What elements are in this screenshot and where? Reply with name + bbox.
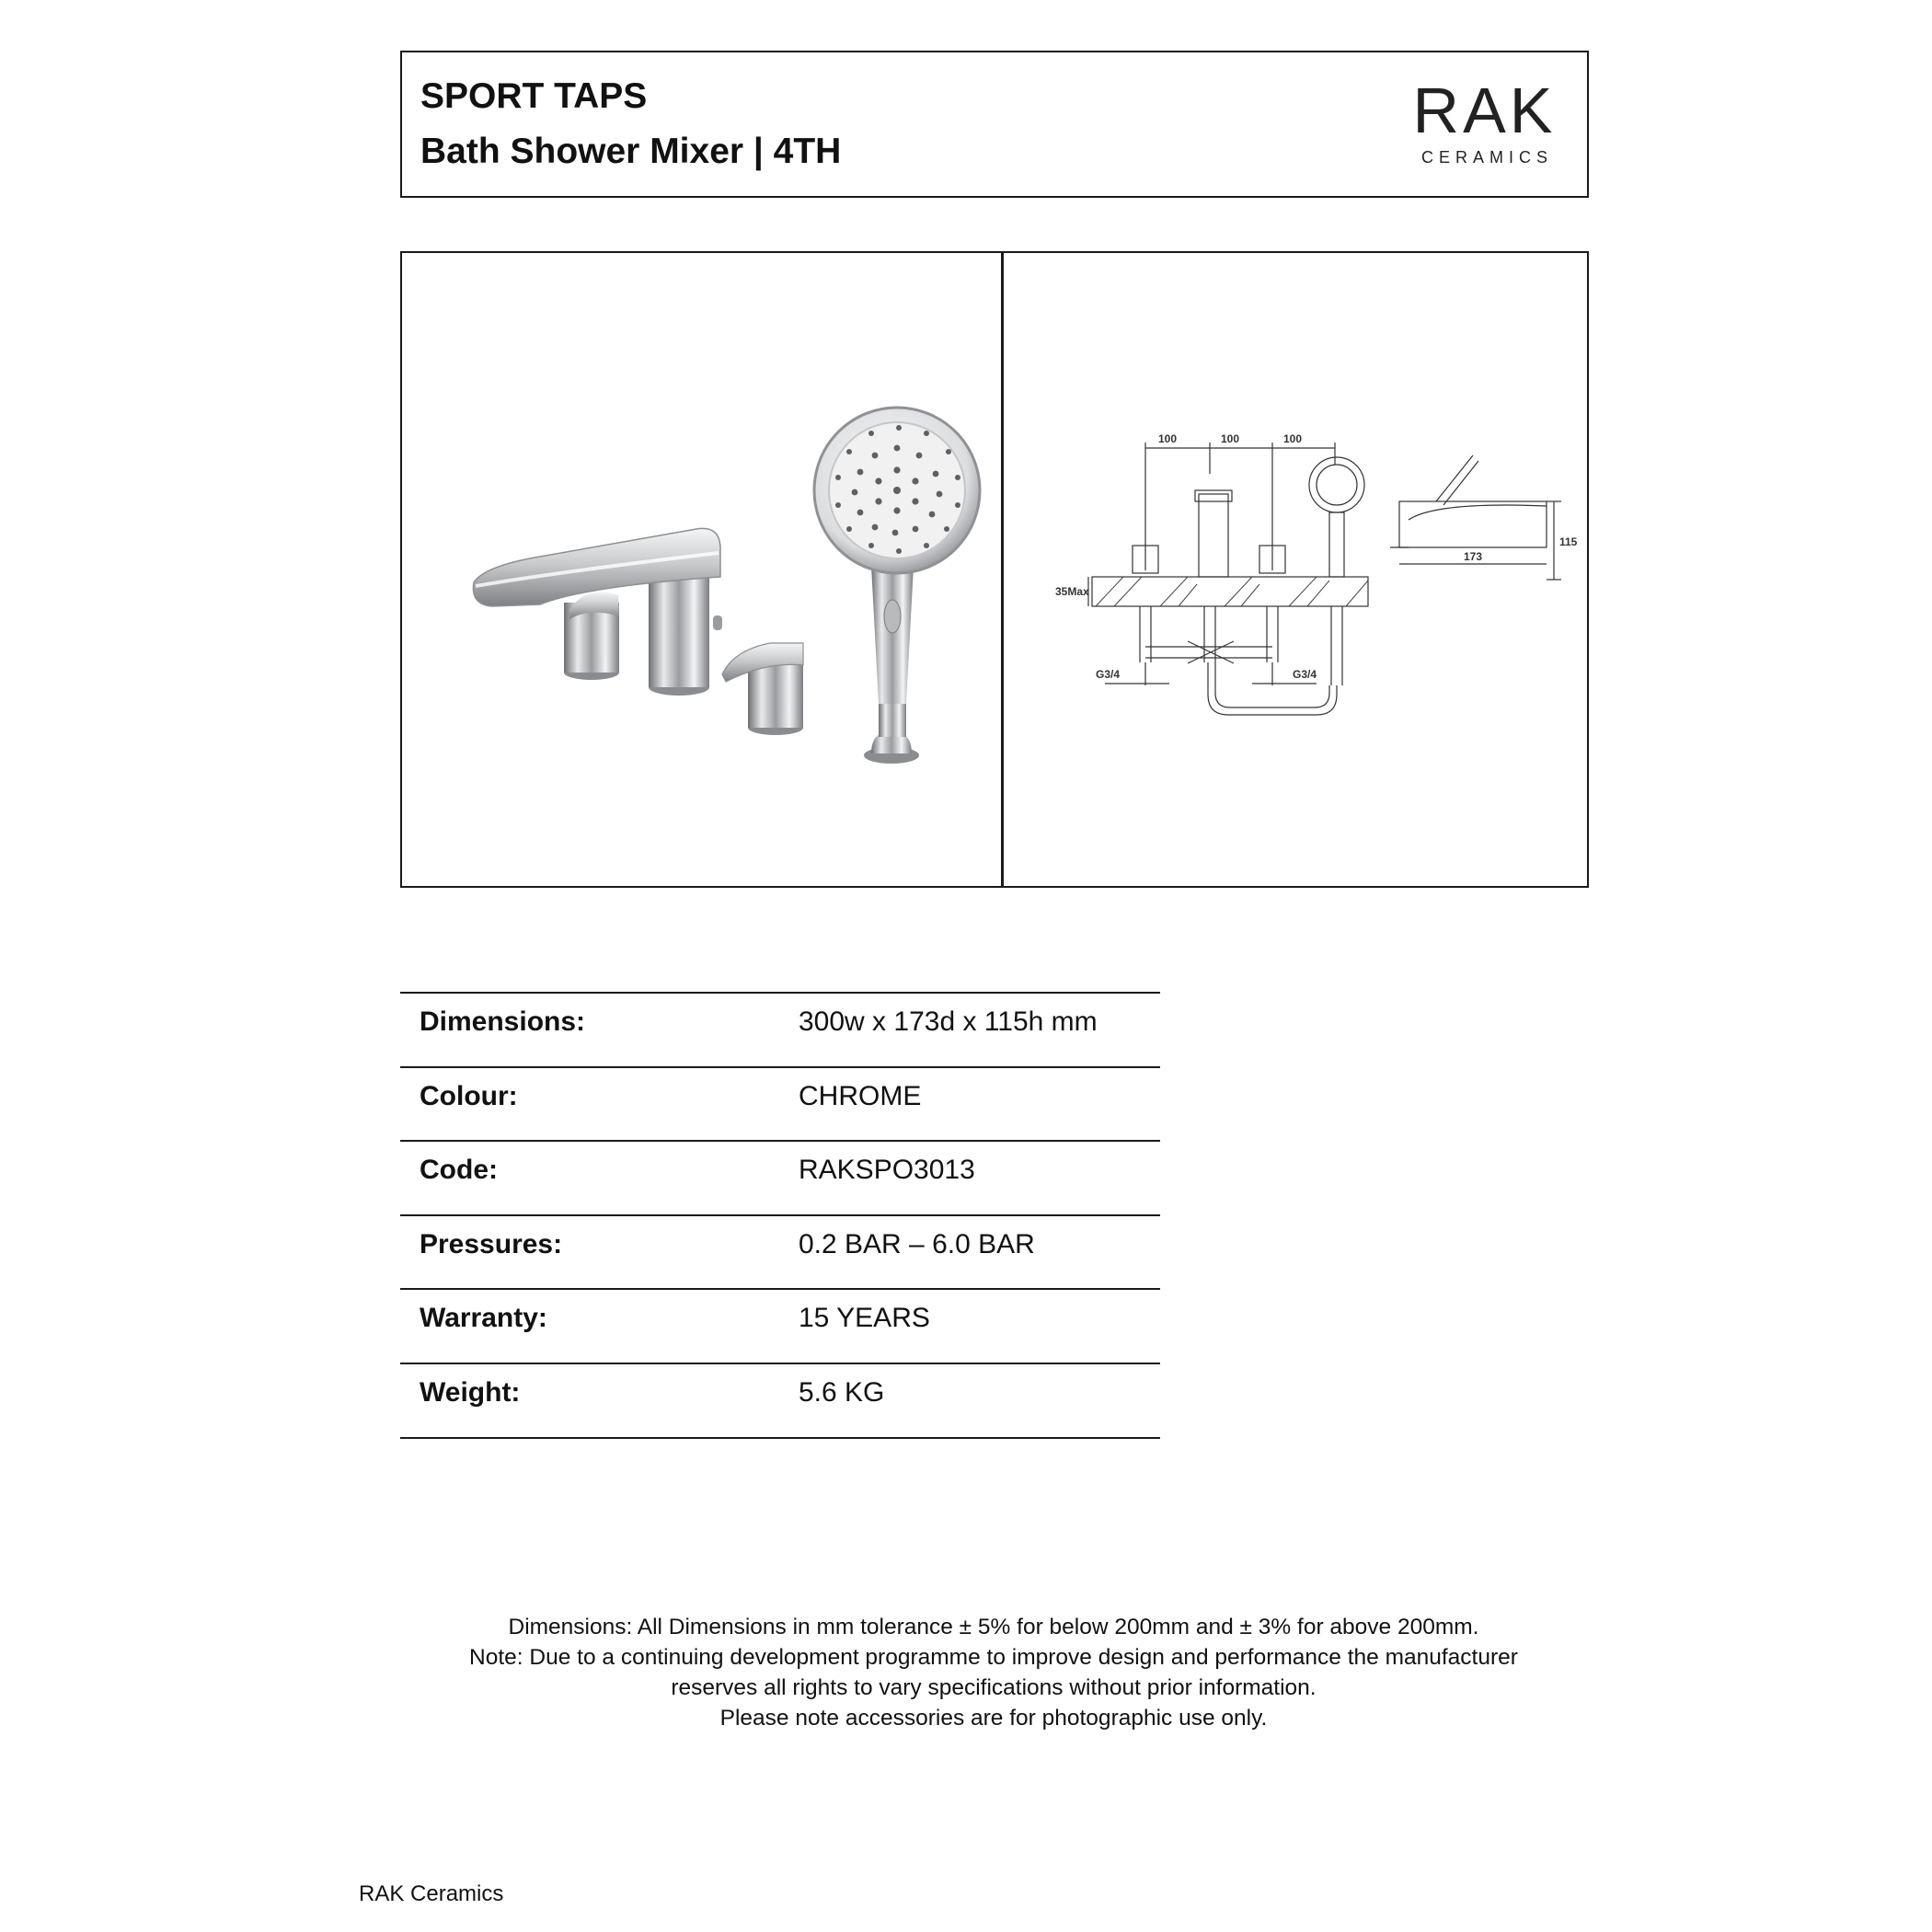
note-line: Please note accessories are for photographic use only.	[719, 1706, 1268, 1731]
rak-ceramics-logo	[1404, 75, 1565, 170]
logo-wordmark: RAK	[1412, 75, 1557, 146]
spec-value: CHROME	[799, 1080, 922, 1111]
spec-label: Colour:	[420, 1080, 518, 1111]
disclaimer-notes	[350, 1612, 1638, 1733]
spec-row-colour	[400, 1066, 1160, 1141]
spec-row-weight	[400, 1363, 1160, 1439]
spec-row-dimensions	[400, 992, 1160, 1066]
spec-label: Warranty:	[420, 1303, 547, 1333]
spec-row-pressures	[400, 1214, 1160, 1289]
spec-label: Pressures:	[420, 1228, 563, 1259]
product-photo	[402, 253, 1001, 886]
footer-company: RAK Ceramics	[359, 1881, 504, 1906]
spec-value: 0.2 BAR – 6.0 BAR	[799, 1228, 1035, 1259]
product-name-title: Bath Shower Mixer | 4TH	[420, 132, 842, 171]
dim-label-b: 100	[1221, 432, 1240, 445]
depth-label: 173	[1464, 550, 1483, 563]
spec-value: 15 YEARS	[799, 1303, 930, 1333]
spec-label: Dimensions:	[420, 1006, 586, 1037]
note-line: reserves all rights to vary specifications without prior information.	[671, 1675, 1317, 1700]
spec-value: 300w x 173d x 115h mm	[799, 1006, 1098, 1037]
logo-subtitle: CERAMICS	[1420, 148, 1553, 167]
spec-row-warranty	[400, 1288, 1160, 1363]
thread-right-label: G3/4	[1293, 668, 1317, 681]
thread-left-label: G3/4	[1096, 668, 1121, 681]
dim-label-a: 100	[1158, 432, 1178, 445]
deck-max-label: 35Max	[1055, 585, 1089, 598]
product-images-box	[400, 251, 1589, 888]
note-line: Dimensions: All Dimensions in mm tolerance ± 5% for below 200mm and ± 3% for above 200mm.	[508, 1615, 1479, 1639]
dim-label-c: 100	[1283, 432, 1303, 445]
spec-value: RAKSPO3013	[799, 1155, 975, 1185]
spec-row-code	[400, 1140, 1160, 1214]
specifications-table	[400, 992, 1160, 1439]
header-box	[400, 51, 1589, 198]
spec-label: Weight:	[420, 1376, 521, 1408]
note-line: Note: Due to a continuing development programme to improve design and performance the manufacturer	[469, 1645, 1518, 1670]
height-label: 115	[1559, 535, 1578, 548]
spec-label: Code:	[420, 1155, 498, 1185]
product-series-title: SPORT TAPS	[420, 76, 648, 116]
technical-drawing	[1004, 253, 1587, 886]
spec-value: 5.6 KG	[799, 1376, 885, 1408]
